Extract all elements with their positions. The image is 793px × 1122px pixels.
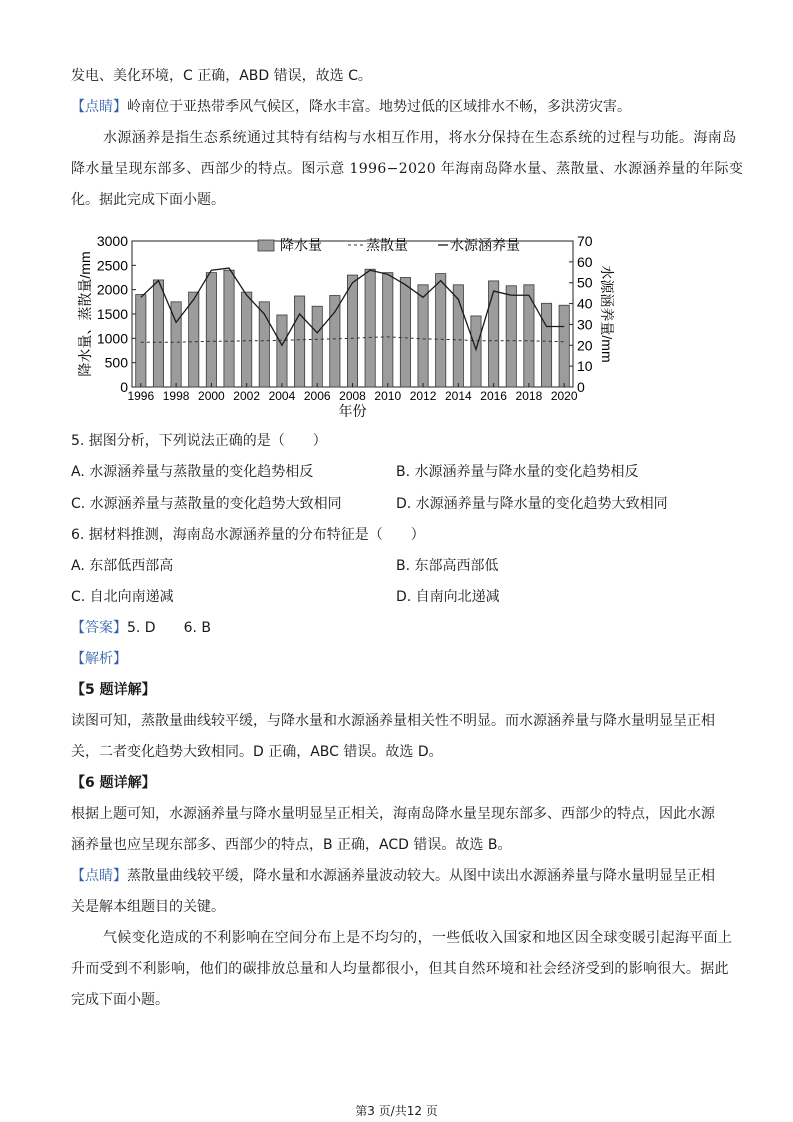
- precipitation-bar: [524, 285, 534, 387]
- left-tick-label: 1500: [96, 306, 128, 322]
- x-tick-label: 2018: [515, 389, 543, 403]
- legend-label-precipitation: 降水量: [280, 237, 322, 253]
- q6-option-d: D. 自南向北递减: [396, 589, 500, 605]
- intro-line-1: 水源涵养是指生态系统通过其特有结构与水相互作用，将水分保持在生态系统的过程与功能。海南岛: [103, 130, 737, 146]
- precipitation-bar: [436, 274, 446, 387]
- legend-label-evapotranspiration: 蒸散量: [366, 237, 408, 253]
- right-tick-label: 50: [577, 274, 593, 291]
- intro-line-2: 降水量呈现东部多、西部少的特点。图示意 1996−2020 年海南岛降水量、蒸散量、水源涵养量的年际变: [71, 161, 744, 177]
- right-tick-label: 60: [577, 253, 593, 270]
- next-intro-line-2: 升而受到不利影响，他们的碳排放总量和人均量都很小，但其自然环境和社会经济受到的影响很大。据此: [71, 961, 729, 977]
- detail-5-line-1: 读图可知，蒸散量曲线较平缓，与降水量和水源涵养量相关性不明显。而水源涵养量与降水量明显呈正相: [71, 713, 715, 729]
- q5-option-a: A. 水源涵养量与蒸散量的变化趋势相反: [71, 464, 314, 480]
- tip-tag-2: 【点睛】: [71, 868, 127, 884]
- left-tick-label: 2000: [96, 281, 128, 298]
- x-tick-label: 2012: [409, 389, 437, 403]
- x-axis-title: 年份: [338, 403, 367, 419]
- precipitation-bar: [312, 306, 322, 387]
- precipitation-bar: [541, 303, 551, 387]
- tip-tag: 【点睛】: [71, 99, 127, 115]
- right-tick-label: 70: [577, 233, 593, 249]
- x-tick-label: 2000: [198, 389, 225, 403]
- precipitation-bar: [347, 275, 357, 387]
- detail-5-line-2: 关，二者变化趋势大致相同。D 正确，ABC 错误。故选 D。: [71, 744, 443, 760]
- question-5-stem: 5. 据图分析，下列说法正确的是（ ）: [71, 433, 327, 449]
- answer-tag: 【答案】: [71, 620, 127, 636]
- left-tick-label: 500: [104, 354, 128, 371]
- left-tick-label: 2500: [96, 257, 128, 274]
- precipitation-bar: [294, 296, 304, 387]
- x-tick-label: 1996: [127, 389, 155, 403]
- right-tick-label: 40: [577, 295, 593, 312]
- right-tick-label: 30: [577, 316, 593, 333]
- precipitation-bar: [365, 269, 375, 387]
- next-intro-line-1: 气候变化造成的不利影响在空间分布上是不均匀的，一些低收入国家和地区因全球变暖引起海平面上: [103, 930, 733, 946]
- precipitation-bar: [277, 315, 287, 387]
- next-intro-line-3: 完成下面小题。: [71, 992, 169, 1008]
- detail-6-line-2: 涵养量也应呈现东部多、西部少的特点，B 正确，ACD 错误。故选 B。: [71, 837, 512, 853]
- intro-line-3: 化。据此完成下面小题。: [71, 192, 225, 208]
- precipitation-bar: [471, 316, 481, 387]
- precipitation-bar: [136, 295, 146, 387]
- x-tick-label: 2002: [233, 389, 261, 403]
- x-tick-label: 2014: [444, 389, 472, 403]
- precipitation-bar: [153, 280, 163, 387]
- x-tick-label: 2004: [268, 389, 296, 403]
- answer-text: 5. D 6. B: [127, 620, 211, 636]
- right-axis-title: 水源涵养量/mm: [599, 265, 615, 363]
- left-tick-label: 1000: [96, 330, 128, 347]
- left-tick-label: 3000: [96, 233, 128, 249]
- left-axis-title: 降水量、蒸散量/mm: [77, 251, 93, 377]
- detail-6-line-1: 根据上题可知，水源涵养量与降水量明显呈正相关，海南岛降水量呈现东部多、西部少的特点，因此水源: [71, 806, 715, 822]
- detail-5-title: 【5 题详解】: [71, 682, 156, 698]
- precipitation-bar: [224, 270, 234, 387]
- right-tick-label: 10: [577, 358, 593, 375]
- q6-option-b: B. 东部高西部低: [396, 558, 499, 574]
- precipitation-bar: [383, 273, 393, 387]
- rainfall-chart: [70, 228, 615, 428]
- legend-label-water-conservation: 水源涵养量: [450, 237, 520, 253]
- tip-paragraph-2-line-2: 关是解本组题目的关键。: [71, 899, 225, 915]
- x-tick-label: 1998: [162, 389, 190, 403]
- q6-option-c: C. 自北向南递减: [71, 589, 174, 605]
- precipitation-bar: [189, 292, 199, 387]
- tip-text: 岭南位于亚热带季风气候区，降水丰富。地势过低的区域排水不畅，多洪涝灾害。: [127, 99, 631, 115]
- page-footer: 第3 页/共12 页: [355, 1104, 438, 1118]
- precipitation-bar: [330, 296, 340, 387]
- x-tick-label: 2008: [339, 389, 366, 403]
- paragraph-continuation: 发电、美化环境，C 正确，ABD 错误，故选 C。: [71, 68, 372, 84]
- tip-paragraph-2-line-1: [71, 866, 723, 886]
- right-tick-label: 0: [577, 379, 585, 395]
- x-tick-label: 2010: [374, 389, 402, 403]
- tip-text-2: 蒸散量曲线较平缓，降水量和水源涵养量波动较大。从图中读出水源涵养量与降水量明显呈正相: [127, 868, 715, 884]
- precipitation-bar: [206, 273, 216, 387]
- q5-option-d: D. 水源涵养量与降水量的变化趋势大致相同: [396, 496, 668, 512]
- x-tick-label: 2020: [550, 389, 578, 403]
- precipitation-bar: [242, 292, 252, 387]
- left-tick-label: 0: [120, 379, 128, 395]
- precipitation-bar: [489, 281, 499, 387]
- analysis-tag: 【解析】: [71, 651, 127, 667]
- precipitation-bar: [418, 285, 428, 387]
- precipitation-bar: [559, 305, 569, 387]
- right-tick-label: 20: [577, 337, 593, 354]
- question-6-stem: 6. 据材料推测，海南岛水源涵养量的分布特征是（ ）: [71, 527, 425, 543]
- q5-option-b: B. 水源涵养量与降水量的变化趋势相反: [396, 464, 639, 480]
- legend-swatch-precipitation: [258, 240, 274, 251]
- detail-6-title: 【6 题详解】: [71, 775, 156, 791]
- answer-line: [71, 618, 723, 638]
- precipitation-bar: [400, 278, 410, 388]
- q5-option-c: C. 水源涵养量与蒸散量的变化趋势大致相同: [71, 496, 342, 512]
- x-tick-label: 2006: [303, 389, 331, 403]
- q6-option-a: A. 东部低西部高: [71, 558, 174, 574]
- tip-paragraph-1: [71, 97, 723, 117]
- precipitation-bar: [506, 286, 516, 387]
- x-tick-label: 2016: [480, 389, 507, 403]
